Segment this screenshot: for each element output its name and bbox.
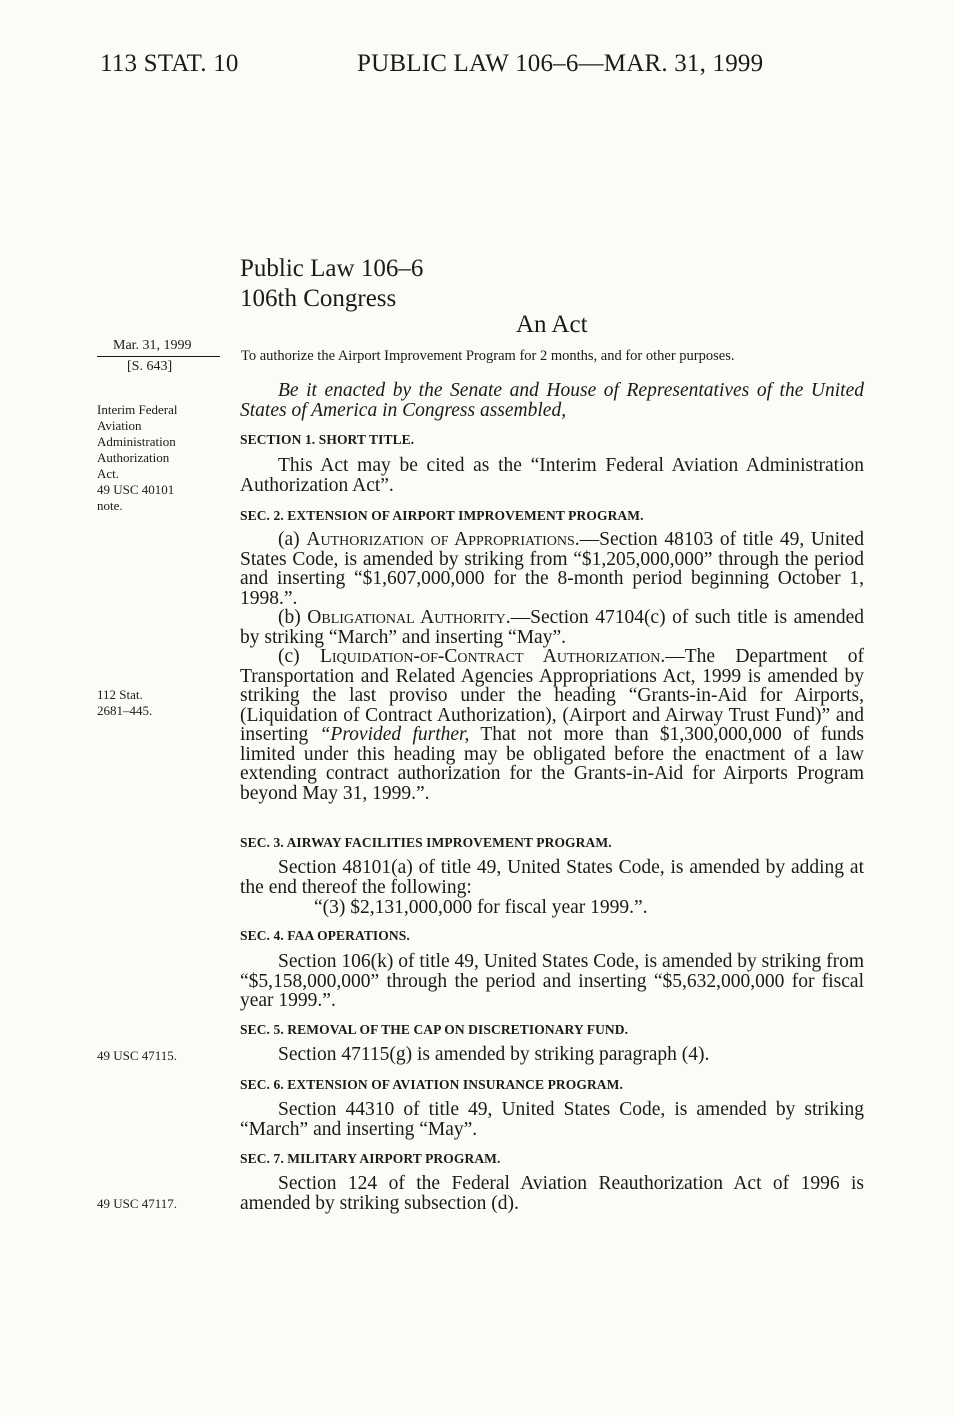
subsection-label: (b) bbox=[278, 607, 308, 628]
subsection-body: —Section 47104(c) of such title is amended by striking “March” and inserting “May”. bbox=[240, 607, 864, 648]
subsection-body: —Section 48103 of title 49, United States Code, is amended by striking from “$1,205,000,000” through the period and inserting “$1,607,000,000 for the 8-month period beginning October 1, 1998.”. bbox=[240, 529, 864, 609]
margin-note-line: note. bbox=[97, 498, 123, 513]
subsection-caption: Liquidation-of-Contract Authorization. bbox=[319, 646, 666, 667]
section-3-text: Section 48101(a) of title 49, United States Code, is amended by adding at the end thereof the following: bbox=[240, 857, 864, 898]
section-7-text: Section 124 of the Federal Aviation Reauthorization Act of 1996 is amended by striking subsection (d). bbox=[240, 1173, 864, 1214]
section-5-text: Section 47115(g) is amended by striking paragraph (4). bbox=[278, 1044, 710, 1065]
proviso-italic: “Provided further, bbox=[319, 724, 470, 745]
bill-number: [S. 643] bbox=[127, 359, 173, 374]
section-6-heading: SEC. 6. EXTENSION OF AVIATION INSURANCE PROGRAM. bbox=[240, 1077, 623, 1092]
subsection-label: (c) bbox=[278, 646, 320, 667]
section-2-heading: SEC. 2. EXTENSION OF AIRPORT IMPROVEMENT PROGRAM. bbox=[240, 508, 644, 523]
enactment-date: Mar. 31, 1999 bbox=[97, 338, 220, 357]
enacting-clause-text: Be it enacted by the Senate and House of Representatives of the United States of America in Congress assembled, bbox=[240, 380, 864, 421]
section-2b-text bbox=[240, 608, 864, 647]
short-title-margin-note bbox=[97, 402, 178, 514]
section-3-quote: “(3) $2,131,000,000 for fiscal year 1999.”. bbox=[314, 897, 648, 918]
margin-note-line: Authorization bbox=[97, 450, 170, 465]
subsection-label: (a) bbox=[278, 529, 307, 550]
enactment-date-note bbox=[97, 338, 220, 375]
section-4-text: Section 106(k) of title 49, United States Code, is amended by striking from “$5,158,000,000” through the period and inserting “$5,632,000,000 for fiscal year 1999.”. bbox=[240, 951, 864, 1011]
subsection-body-cont: That not more than $1,300,000,000 of funds limited under this heading may be obligated before the enactment of a law extending contract authorization for the Grants-in-Aid for Airports Program beyond May 31, 1999.”. bbox=[240, 724, 865, 804]
margin-note-line: Act. bbox=[97, 466, 120, 481]
section-3-heading: SEC. 3. AIRWAY FACILITIES IMPROVEMENT PROGRAM. bbox=[240, 835, 612, 850]
section-1-heading: SECTION 1. SHORT TITLE. bbox=[240, 432, 415, 447]
margin-note-line: 112 Stat. bbox=[97, 687, 143, 702]
usc-47117-note: 49 USC 47117. bbox=[97, 1196, 178, 1211]
act-purpose: To authorize the Airport Improvement Program for 2 months, and for other purposes. bbox=[241, 348, 735, 364]
section-7-heading: SEC. 7. MILITARY AIRPORT PROGRAM. bbox=[240, 1151, 501, 1166]
subsection-body: —The Department of Transportation and Related Agencies Appropriations Act, 1999 is amended by striking the last proviso under the heading “Grants-in-Aid for Airports, (Liquidation of Contract Authorization), (Airport and Airway Trust Fund)” and inserting bbox=[240, 646, 864, 745]
margin-note-line: Interim Federal bbox=[97, 402, 178, 417]
statute-reference-note bbox=[97, 687, 152, 719]
margin-note-line: Aviation bbox=[97, 418, 142, 433]
congress: 106th Congress bbox=[240, 285, 397, 312]
section-2a-text bbox=[240, 530, 864, 608]
section-1-text: This Act may be cited as the “Interim Federal Aviation Administration Authorization Act”. bbox=[240, 455, 864, 496]
section-2c-text bbox=[240, 647, 864, 803]
enacting-clause bbox=[240, 381, 864, 420]
subsection-caption: Authorization of Appropriations. bbox=[306, 529, 580, 550]
margin-note-line: 49 USC 40101 bbox=[97, 482, 175, 497]
section-4-heading: SEC. 4. FAA OPERATIONS. bbox=[240, 928, 410, 943]
act-heading: An Act bbox=[516, 311, 588, 338]
usc-47115-note: 49 USC 47115. bbox=[97, 1048, 178, 1063]
section-5-heading: SEC. 5. REMOVAL OF THE CAP ON DISCRETIONARY FUND. bbox=[240, 1022, 629, 1037]
margin-note-line: Administration bbox=[97, 434, 176, 449]
page-reference: 113 STAT. 10 bbox=[100, 50, 239, 77]
subsection-caption: Obligational Authority. bbox=[307, 607, 511, 628]
margin-note-line: 2681–445. bbox=[97, 703, 153, 718]
law-number: Public Law 106–6 bbox=[240, 255, 424, 282]
section-6-text: Section 44310 of title 49, United States Code, is amended by striking “March” and inserting “May”. bbox=[240, 1099, 864, 1140]
running-title: PUBLIC LAW 106–6—MAR. 31, 1999 bbox=[357, 50, 764, 77]
